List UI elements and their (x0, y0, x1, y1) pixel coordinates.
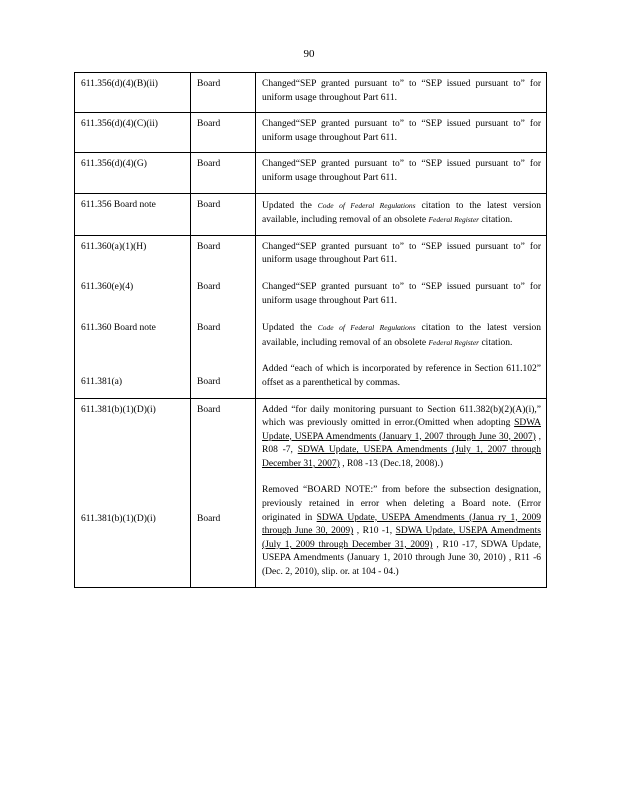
citation-link: SDWA Update, USEPA Amendments (Janua ry 1, 2009 through June 30, 2009) (262, 512, 541, 537)
change-entry: Added “each of which is incorporated by reference in Section 611.102” offset as a parenthetical by commas. (262, 364, 541, 388)
section-entry: 611.360(e)(4) (81, 282, 134, 293)
section-entry: 611.381(b)(1)(D)(i) (81, 404, 156, 415)
section-cell: 611.356(d)(4)(B)(ii) (75, 73, 191, 113)
section-cell (75, 398, 191, 587)
table-row (75, 113, 547, 153)
change-text: citation to the latest version available, including removal of an obsolete (262, 200, 541, 226)
change-cell (256, 235, 547, 398)
source-entry: Board (197, 376, 221, 387)
source-cell: Board (191, 153, 256, 193)
table-row (75, 235, 547, 398)
change-cell (256, 193, 547, 235)
citation-link: SDWA Update, USEPA Amendments (July 1, 2009 through December 31, 2009) (262, 526, 541, 550)
federal-register-citation: Federal Register (428, 215, 480, 225)
source-entry: Board (197, 404, 221, 415)
source-cell: Board (191, 73, 256, 113)
section-cell: 611.356(d)(4)(G) (75, 153, 191, 193)
cfr-citation: Code of Federal Regulations (317, 200, 416, 210)
change-entry: Changed“SEP granted pursuant to” to “SEP issued pursuant to” for uniform usage throughout Part 611. (262, 281, 541, 306)
change-text: citation. (479, 337, 513, 348)
table-row (75, 193, 547, 235)
change-cell: Changed“SEP granted pursuant to” to “SEP issued pursuant to” for uniform usage throughout Part 611. (256, 113, 547, 153)
source-cell: Board (191, 113, 256, 153)
change-entry (262, 484, 541, 579)
federal-register-citation: Federal Register (428, 337, 480, 347)
change-text: , R08 -13 (Dec.18, 2008).) (339, 458, 443, 469)
source-cell (191, 398, 256, 587)
source-cell (191, 235, 256, 398)
section-entry: 611.360(a)(1)(H) (81, 241, 147, 252)
source-entry: Board (197, 514, 221, 525)
change-text: Updated the (262, 323, 318, 334)
section-cell: 611.356 Board note (75, 193, 191, 235)
change-text: , R10 -17, SDWA Update, USEPA Amendments (January 1, 2010 through June 30, 2010) , R11 -6 (Dec. 2, 2010), slip. or. at 104 - 04.) (262, 539, 541, 578)
change-entry (262, 404, 541, 472)
citation-link: SDWA Update, USEPA Amendments (July 1, 2007 through December 31, 2007) (262, 445, 541, 469)
cfr-citation: Code of Federal Regulations (317, 323, 416, 333)
section-entry: 611.381(a) (81, 376, 123, 387)
table-row (75, 73, 547, 113)
citation-link: SDWA Update, USEPA Amendments (January 1, 2007 through June 30, 2007) (262, 418, 541, 442)
change-cell: Changed“SEP granted pursuant to” to “SEP issued pursuant to” for uniform usage throughout Part 611. (256, 73, 547, 113)
changes-table (74, 72, 547, 588)
change-text: Added “for daily monitoring pursuant to Section 611.382(b)(2)(A)(i),” which was previously omitted in error.(Omitted when adopting (262, 404, 541, 429)
section-entry: 611.381(b)(1)(D)(i) (81, 514, 156, 525)
change-cell (256, 398, 547, 587)
change-text: citation. (479, 215, 513, 226)
table-row (75, 398, 547, 587)
change-cell: Changed“SEP granted pursuant to” to “SEP issued pursuant to” for uniform usage throughout Part 611. (256, 153, 547, 193)
change-text: , R08 -7, (262, 431, 542, 456)
change-entry: Changed“SEP granted pursuant to” to “SEP issued pursuant to” for uniform usage throughout Part 611. (262, 241, 541, 266)
section-entry: 611.360 Board note (81, 322, 156, 333)
source-cell: Board (191, 193, 256, 235)
source-entry: Board (197, 241, 221, 252)
change-text: , R10 -1, (353, 526, 396, 537)
table-row (75, 153, 547, 193)
change-text: Removed “BOARD NOTE:” from before the subsection designation, previously retained in error when deleting a Board note. (Error originated in (262, 485, 541, 523)
source-entry: Board (197, 282, 221, 293)
source-entry: Board (197, 322, 221, 333)
section-cell (75, 235, 191, 398)
page-number: 90 (303, 48, 315, 60)
section-cell: 611.356(d)(4)(C)(ii) (75, 113, 191, 153)
change-text: Updated the (262, 200, 318, 211)
change-entry (262, 321, 541, 350)
change-text: citation to the latest version available, including removal of an obsolete (262, 323, 541, 348)
